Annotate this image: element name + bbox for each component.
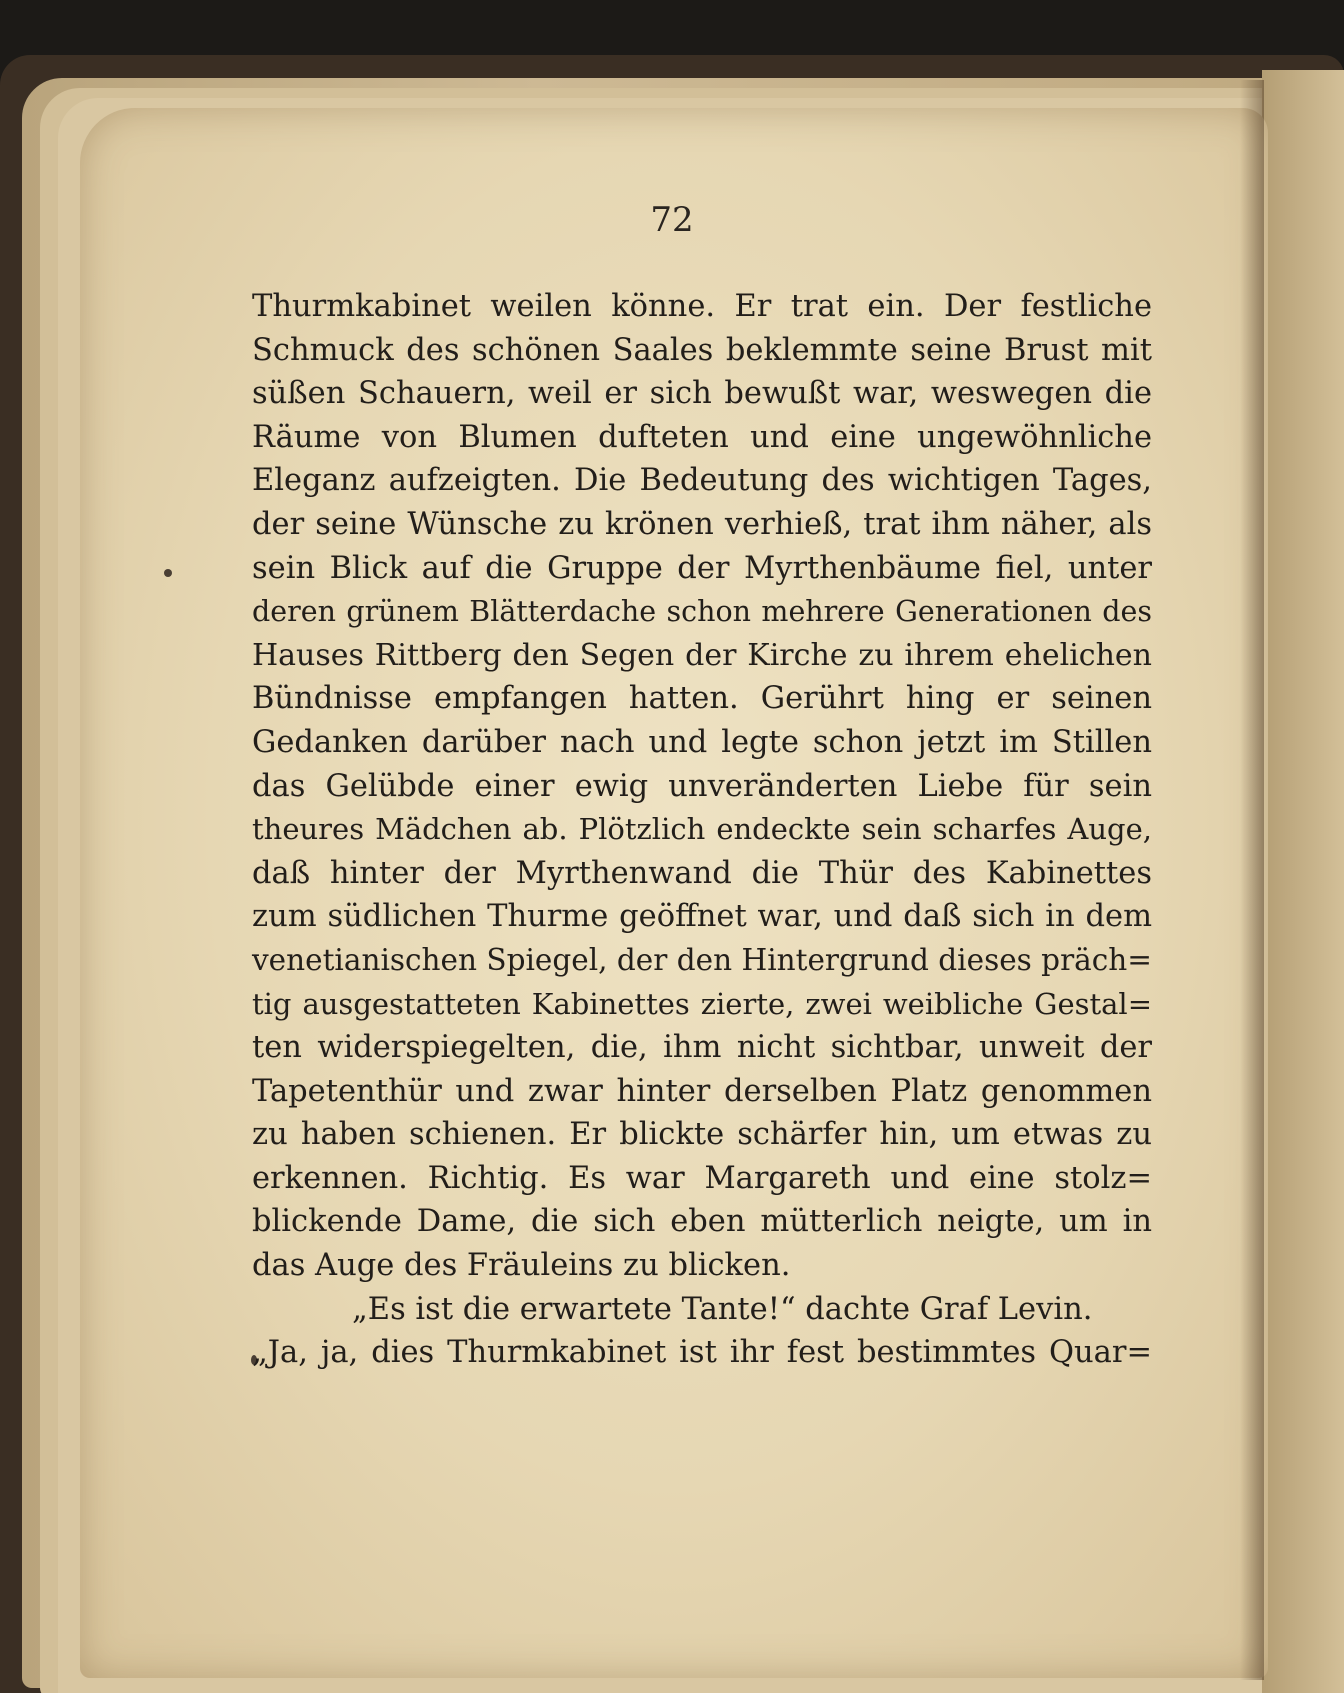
paper-speck [164, 569, 172, 577]
text-line: Eleganz aufzeigten. Die Bedeutung des wichtigen Tages, [252, 463, 1152, 499]
spine-shadow [1240, 80, 1264, 1680]
text-line: das Auge des Fräuleins zu blicken. [252, 1248, 791, 1284]
text-line: „Ja, ja, dies Thurmkabinet ist ihr fest bestimmtes Quar= [252, 1335, 1152, 1371]
text-line: sein Blick auf die Gruppe der Myrthenbäume fiel, unter [252, 550, 1152, 586]
text-line: deren grünem Blätterdache schon mehrere Generationen des [252, 595, 1152, 629]
text-line: erkennen. Richtig. Es war Margareth und eine stolz= [252, 1160, 1152, 1196]
text-line: süßen Schauern, weil er sich bewußt war, weswegen die [252, 376, 1152, 412]
text-line: theures Mädchen ab. Plötzlich endeckte sein scharfes Auge, [252, 812, 1152, 847]
text-line: zu haben schienen. Er blickte schärfer hin, um etwas zu [252, 1117, 1152, 1153]
text-line: der seine Wünsche zu krönen verhieß, trat ihm näher, als [252, 506, 1152, 542]
text-line: „Es ist die erwartete Tante!“ dachte Graf Levin. [352, 1291, 1093, 1327]
text-line: ten widerspiegelten, die, ihm nicht sichtbar, unweit der [252, 1030, 1152, 1066]
text-line: venetianischen Spiegel, der den Hintergrund dieses präch= [252, 942, 1152, 977]
body-text [252, 285, 1152, 1375]
text-line: Gedanken darüber nach und legte schon jetzt im Stillen [252, 724, 1152, 760]
text-line: Schmuck des schönen Saales beklemmte seine Brust mit [252, 332, 1152, 368]
text-line: daß hinter der Myrthenwand die Thür des Kabinettes [252, 855, 1152, 891]
text-line: Hauses Rittberg den Segen der Kirche zu ihrem ehelichen [252, 637, 1152, 673]
text-line: das Gelübde einer ewig unveränderten Liebe für sein [252, 768, 1152, 804]
page-number: 72 [650, 200, 694, 240]
text-line: Tapetenthür und zwar hinter derselben Platz genommen [252, 1073, 1152, 1109]
text-line: Räume von Blumen dufteten und eine ungewöhnliche [252, 419, 1152, 455]
text-line: tig ausgestatteten Kabinettes zierte, zwei weibliche Gestal= [252, 986, 1152, 1021]
text-line: blickende Dame, die sich eben mütterlich neigte, um in [252, 1204, 1152, 1240]
text-line: Bündnisse empfangen hatten. Gerührt hing er seinen [252, 681, 1152, 717]
text-line: zum südlichen Thurme geöffnet war, und daß sich in dem [252, 899, 1152, 935]
facing-page-edge [1262, 70, 1344, 1693]
text-line: Thurmkabinet weilen könne. Er trat ein. Der festliche [252, 289, 1152, 324]
